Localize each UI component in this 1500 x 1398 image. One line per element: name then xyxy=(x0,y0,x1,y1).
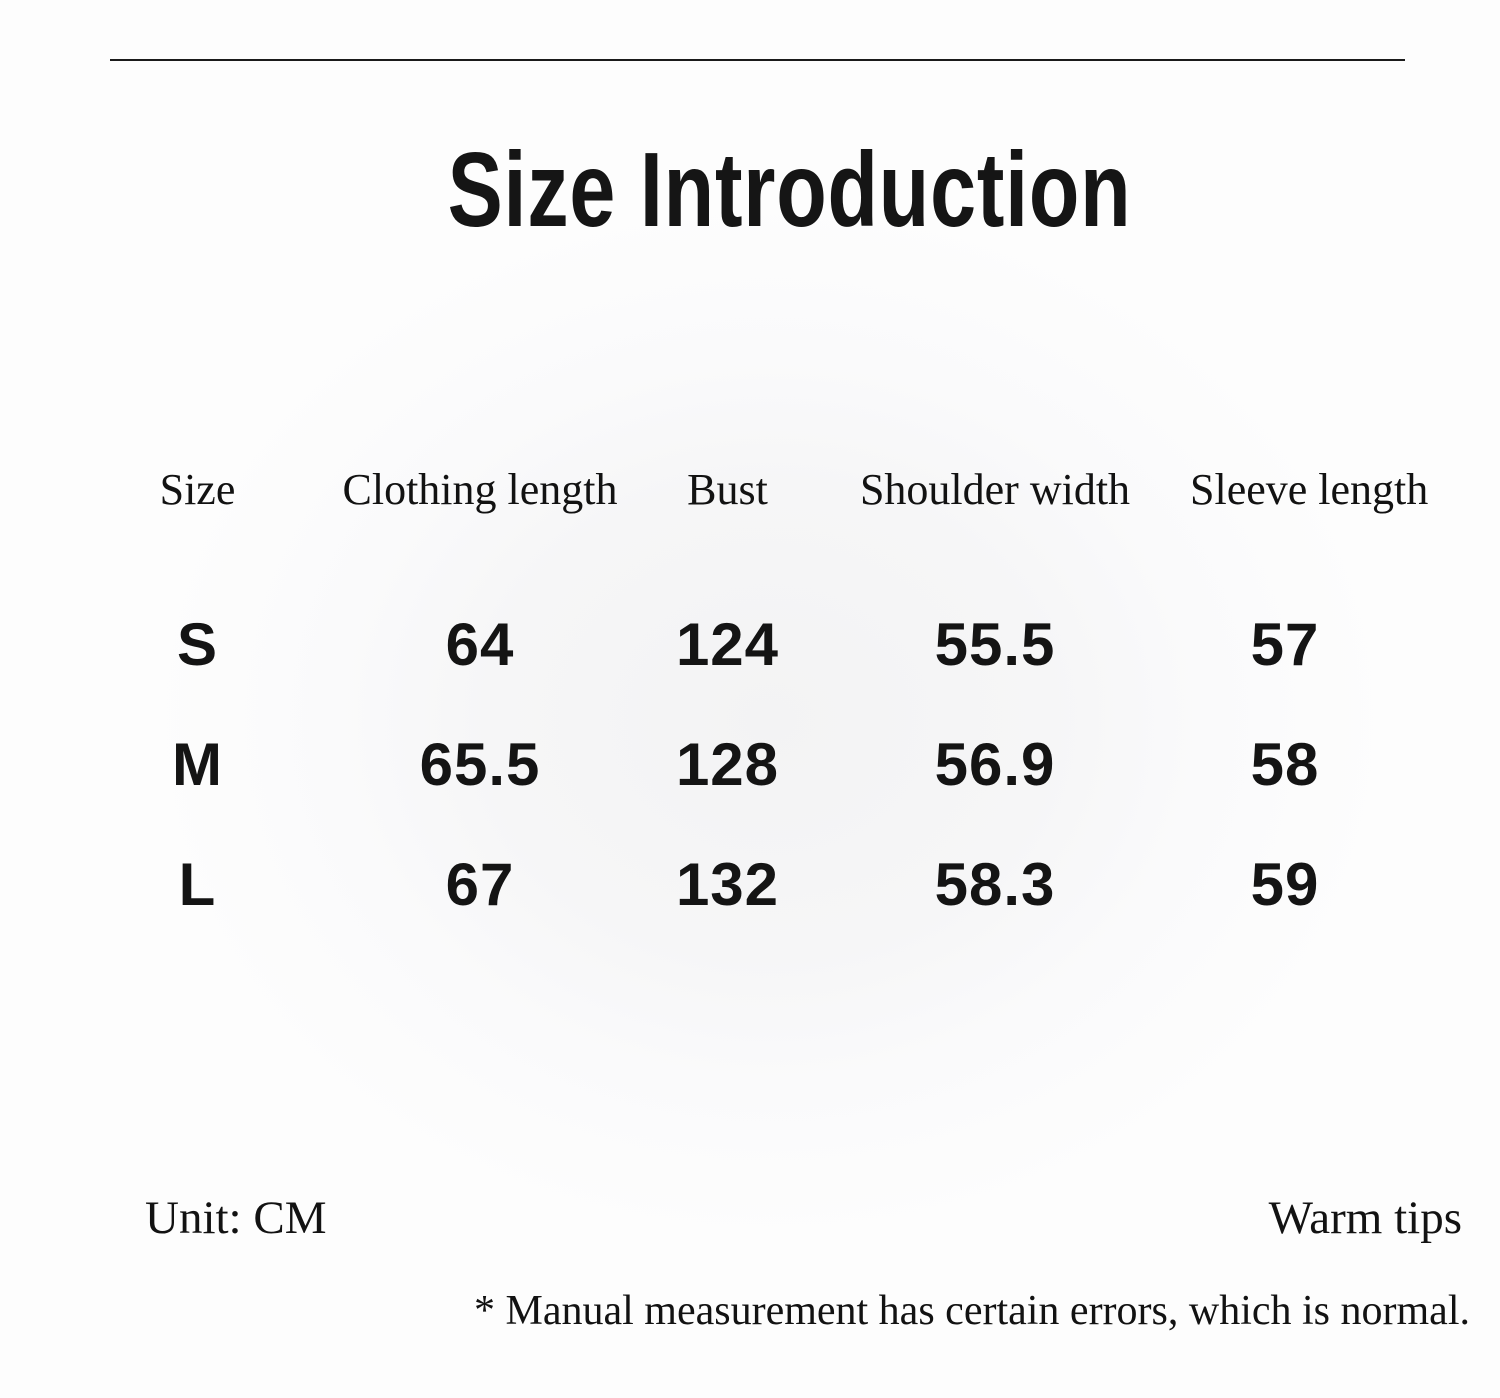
cell-bust: 132 xyxy=(675,851,780,918)
cell-shoulder-width: 56.9 xyxy=(934,731,1056,798)
cell-bust: 124 xyxy=(675,611,780,678)
column-header-shoulder-width: Shoulder width xyxy=(859,465,1131,514)
cell-sleeve-length: 57 xyxy=(1250,611,1320,678)
cell-bust: 128 xyxy=(675,731,780,798)
cell-shoulder-width: 55.5 xyxy=(934,611,1056,678)
cell-size: L xyxy=(178,851,217,918)
cell-shoulder-width: 58.3 xyxy=(934,851,1056,918)
unit-label: Unit: CM xyxy=(145,1192,327,1244)
page-title xyxy=(0,131,1500,249)
column-header-clothing-length: Clothing length xyxy=(342,465,618,514)
cell-clothing-length: 65.5 xyxy=(419,731,541,798)
cell-sleeve-length: 59 xyxy=(1250,851,1320,918)
table-row-l xyxy=(90,852,1380,918)
column-header-bust: Bust xyxy=(687,465,768,514)
page-title-text: Size Introduction xyxy=(447,131,1132,249)
top-divider-line xyxy=(110,59,1405,61)
measurement-note: * Manual measurement has certain errors, which is normal. xyxy=(473,1288,1470,1334)
warm-tips-label: Warm tips xyxy=(1268,1192,1462,1244)
cell-clothing-length: 64 xyxy=(445,611,515,678)
cell-size: M xyxy=(172,731,223,798)
table-header-row xyxy=(90,460,1429,520)
cell-size: S xyxy=(176,611,219,678)
cell-sleeve-length: 58 xyxy=(1250,731,1320,798)
table-row-s xyxy=(90,612,1380,678)
column-header-sleeve-length: Sleeve length xyxy=(1190,465,1429,514)
cell-clothing-length: 67 xyxy=(445,851,515,918)
table-row-m xyxy=(90,732,1380,798)
column-header-size: Size xyxy=(159,465,236,514)
